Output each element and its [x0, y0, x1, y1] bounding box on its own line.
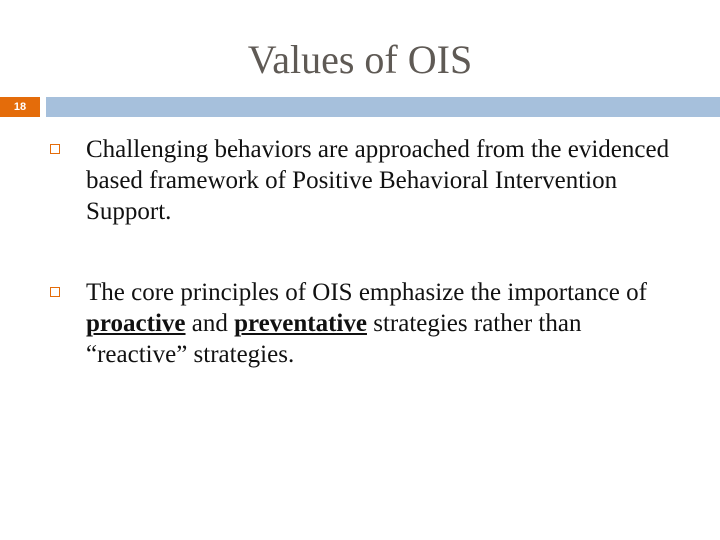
header-accent-bar [46, 97, 720, 117]
bullet-list [0, 134, 720, 370]
bullet-text-after: strategies rather than “reactive” strategies. [86, 310, 582, 368]
bullet-text: Challenging behaviors are approached from the evidenced based framework of Positive Behavioral Intervention Support. [86, 136, 670, 225]
slide-title: Values of OIS [247, 37, 473, 82]
emphasis-preventative: preventative [234, 310, 367, 337]
square-bullet-icon [50, 287, 60, 297]
slide-number-badge: 18 [0, 97, 40, 117]
square-bullet-icon [50, 144, 60, 154]
bullet-text-before: The core principles of OIS emphasize the importance of [86, 279, 647, 306]
emphasis-proactive: proactive [86, 310, 186, 337]
bullet-item [0, 134, 720, 227]
bullet-item [0, 277, 720, 370]
bullet-text-middle: and [185, 310, 235, 337]
